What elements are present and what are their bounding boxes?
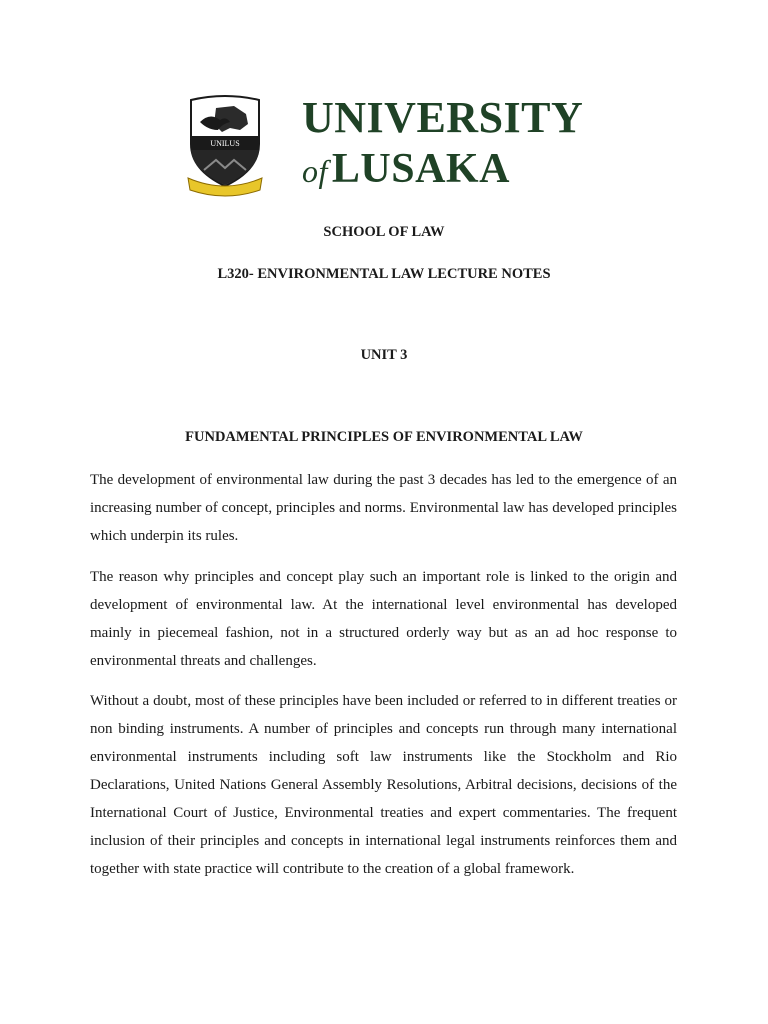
unit-title: UNIT 3 [360,347,408,363]
wordmark-university: UNIVERSITY [302,93,584,142]
university-header [186,94,586,204]
crest-label: UNILUS [210,139,240,148]
university-wordmark [302,93,584,192]
course-title: L320- ENVIRONMENTAL LAW LECTURE NOTES [217,266,551,282]
wordmark-line-two [302,148,583,190]
school-title: SCHOOL OF LAW [323,224,445,240]
wordmark-of: of [302,153,328,189]
university-crest-logo [186,94,264,198]
section-heading: FUNDAMENTAL PRINCIPLES OF ENVIRONMENTAL LAW [185,429,583,445]
paragraph-3: Without a doubt, most of these principles have been included or referred to in different treaties or non binding instruments. A number of principles and concepts run through many international environmental instruments including soft law instruments like the Stockholm and Rio Declarations, United Nations General Assembly Resolutions, Arbitral decisions, decisions of the International Court of Justice, Environmental treaties and expert commentaries. The frequent inclusion of their principles and concepts in international legal instruments reinforces them and together with state practice will contribute to the creation of a global framework. [90,693,677,877]
paragraph-1: The development of environmental law during the past 3 decades has led to the emergence of an increasing number of concept, principles and norms. Environmental law has developed principles which underpin its rules. [90,472,677,544]
wordmark-lusaka: LUSAKA [331,146,510,192]
paragraph-2: The reason why principles and concept play such an important role is linked to the origin and development of environmental law. At the international level environmental has developed mainly in piecemeal fashion, not in a structured orderly way but as an ad hoc response to environmental threats and challenges. [90,569,677,669]
